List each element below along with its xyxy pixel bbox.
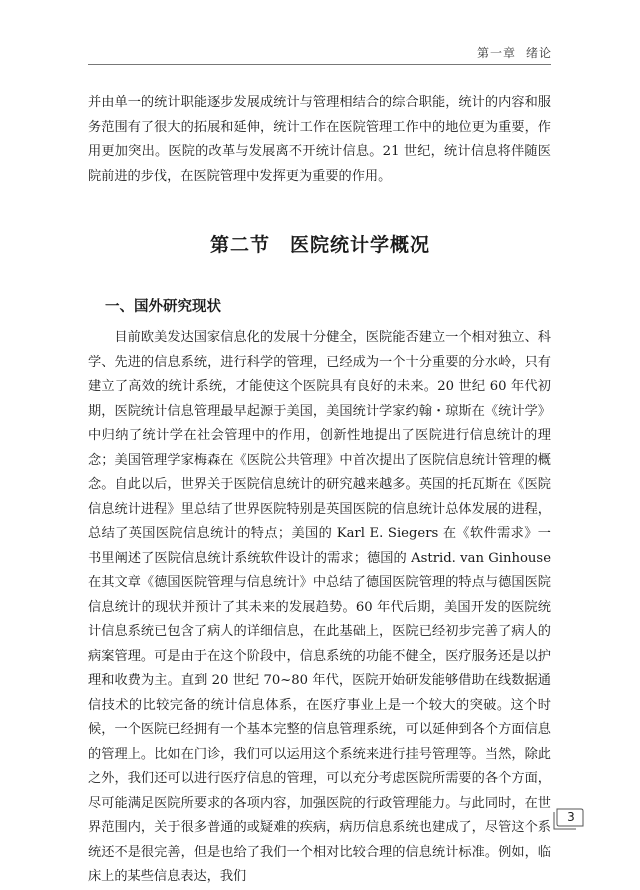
intro-paragraph: 并由单一的统计职能逐步发展成统计与管理相结合的综合职能，统计的内容和服务范围有了很大的拓展和延伸，统计工作在医院管理工作中的地位更为重要，作用更加突出。医院的改革与发展离不开统计信息。21 世纪，统计信息将伴随医院前进的步伐，在医院管理中发挥更为重要的作用。 bbox=[88, 95, 551, 184]
page-number-badge bbox=[550, 806, 584, 832]
subsection-title: 一、国外研究现状 bbox=[105, 299, 221, 315]
intro-paragraph-block bbox=[88, 91, 551, 189]
body-paragraph: 目前欧美发达国家信息化的发展十分健全，医院能否建立一个相对独立、科学、先进的信息系统，进行科学的管理，已经成为一个十分重要的分水岭，只有建立了高效的统计系统，才能使这个医院具有良好的未来。20 世纪 60 年代初期，医院统计信息管理最早起源于美国，美国统计学家约翰・琼斯在《统计学》中归纳了统计学在社会管理中的作用，创新性地提出了医院进行信息统计的理念；美国管理学家梅森在《医院公共管理》中首次提出了医院信息统计管理的概念。自此以后，世界关于医院信息统计的研究越来越多。英国的托瓦斯在《医院信息统计进程》里总结了世界医院特别是英国医院的信息统计总体发展的进程，总结了英国医院信息统计的特点；美国的 Karl E. Siegers 在《软件需求》一书里阐述了医院信息统计系统软件设计的需求；德国的 Astrid. van Ginhouse 在其文章《德国医院管理与信息统计》中总结了德国医院管理的特点与德国医院信息统计的现状并预计了其未来的发展趋势。60 年代后期，美国开发的医院统计信息系统已包含了病人的详细信息，在此基础上，医院已经初步完善了病人的病案管理。可是由于在这个阶段中，信息系统的功能不健全，医疗服务还是以护理和收费为主。直到 20 世纪 70~80 年代，医院开始研发能够借助在线数据通信技术的比较完备的统计信息体系，在医疗事业上是一个较大的突破。这个时候，一个医院已经拥有一个基本完整的信息管理系统，可以延伸到各个方面信息的管理上。比如在门诊，我们可以运用这个系统来进行挂号管理等。当然，除此之外，我们还可以进行医疗信息的管理，可以充分考虑医院所需要的各个方面，尽可能满足医院所要求的各项内容，加强医院的行政管理能力。与此同时，在世界范围内，关于很多普通的或疑难的疾病，病历信息系统也建成了，尽管这个系统还不是很完善，但是也给了我们一个相对比较合理的信息统计标准。例如，临床上的某些信息表达，我们 bbox=[88, 330, 551, 884]
body-paragraph-block bbox=[88, 326, 551, 890]
page-number: 3 bbox=[567, 810, 575, 824]
running-header bbox=[477, 44, 552, 61]
section-title: 第二节 医院统计学概况 bbox=[209, 234, 430, 256]
header-rule bbox=[88, 64, 551, 65]
chapter-number: 第一章 bbox=[476, 46, 516, 60]
chapter-title: 绪论 bbox=[525, 46, 552, 60]
